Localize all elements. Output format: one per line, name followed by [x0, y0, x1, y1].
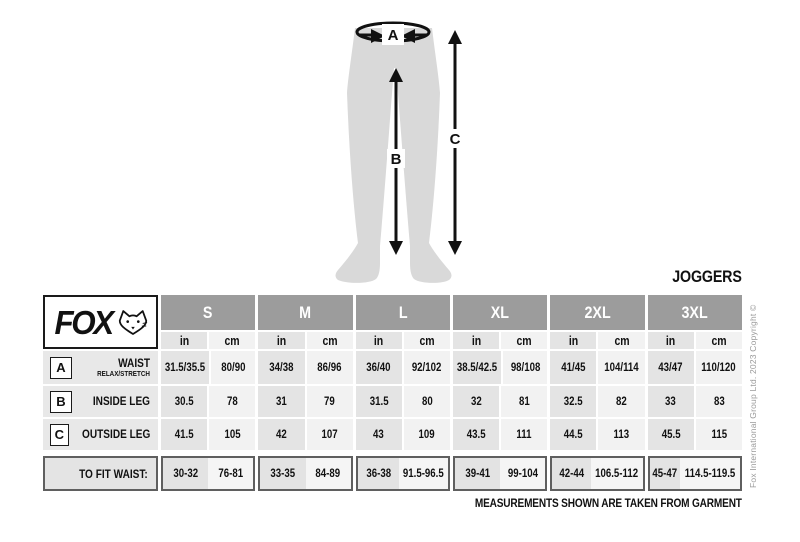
cell-fit-2xl-cm	[591, 458, 642, 489]
cell-a-2xl-cm-text: 104/114	[604, 361, 639, 374]
cell-fit-xl-cm	[500, 458, 545, 489]
row-key-c: C	[50, 424, 69, 446]
row-label-outside-leg-text: OUTSIDE LEG	[81, 427, 150, 442]
row-a-3xl	[648, 351, 742, 384]
cell-fit-l-cm	[399, 458, 448, 489]
unit-header-s-in	[161, 332, 207, 349]
fit-row-l	[356, 456, 450, 491]
cell-fit-s-cm	[208, 458, 253, 489]
cell-b-xl-in-text: 32	[470, 395, 482, 408]
row-label-inside-leg	[43, 386, 158, 417]
unit-header-xl-cm	[501, 332, 547, 349]
unit-header-l-in-text: in	[374, 333, 384, 348]
cell-a-l-in-text: 36/40	[366, 361, 391, 374]
cell-fit-m-in-text: 33-35	[270, 467, 296, 480]
footnote	[424, 496, 742, 510]
unit-row-s	[161, 332, 255, 349]
cell-fit-3xl-cm	[680, 458, 740, 489]
size-group-m	[258, 295, 352, 491]
row-c-2xl	[550, 419, 644, 450]
unit-header-3xl-in-text: in	[666, 333, 676, 348]
cell-a-s-in	[161, 351, 209, 384]
unit-row-l	[356, 332, 450, 349]
size-header-s	[161, 295, 255, 330]
to-fit-waist-label-text: TO FIT WAIST:	[79, 466, 148, 481]
size-header-2xl	[550, 295, 644, 330]
row-a-2xl	[550, 351, 644, 384]
cell-a-xl-cm	[503, 351, 547, 384]
cell-b-2xl-cm-text: 82	[616, 395, 627, 408]
cell-fit-s-in-text: 30-32	[173, 467, 198, 480]
cell-b-m-cm-text: 79	[324, 395, 335, 408]
page-title	[659, 267, 742, 287]
fit-row-3xl	[648, 456, 742, 491]
cell-a-3xl-cm-text: 110/120	[701, 361, 737, 374]
cell-a-xl-cm-text: 98/108	[510, 361, 540, 374]
cell-fit-s-in	[163, 458, 208, 489]
cell-c-l-cm	[404, 419, 450, 450]
fit-row-2xl	[550, 456, 644, 491]
fox-logo	[43, 295, 158, 349]
cell-c-xl-cm-text: 111	[516, 428, 532, 441]
cell-b-2xl-in-text: 32.5	[563, 395, 583, 408]
size-group-l	[356, 295, 450, 491]
cell-c-m-in	[258, 419, 304, 450]
unit-header-s-in-text: in	[179, 333, 189, 348]
row-a-xl	[453, 351, 547, 384]
footnote-text: MEASUREMENTS SHOWN ARE TAKEN FROM GARMENT	[475, 496, 742, 510]
cell-c-m-cm	[307, 419, 353, 450]
unit-header-m-in	[258, 332, 304, 349]
cell-a-3xl-in	[648, 351, 694, 384]
unit-header-2xl-in-text: in	[568, 333, 579, 348]
cell-b-s-cm	[209, 386, 255, 417]
unit-header-2xl-cm	[598, 332, 644, 349]
cell-fit-3xl-in	[650, 458, 680, 489]
unit-header-l-cm	[404, 332, 450, 349]
row-a-s	[161, 351, 255, 384]
row-b-2xl	[550, 386, 644, 417]
size-header-l	[356, 295, 450, 330]
size-header-xl	[453, 295, 547, 330]
cell-a-l-in	[356, 351, 402, 384]
size-group-2xl	[550, 295, 644, 491]
unit-row-2xl	[550, 332, 644, 349]
cell-a-l-cm-text: 92/102	[412, 361, 442, 374]
cell-fit-2xl-in	[552, 458, 591, 489]
row-key-b: B	[50, 391, 72, 413]
cell-c-2xl-cm	[598, 419, 644, 450]
unit-header-m-in-text: in	[276, 333, 287, 348]
cell-c-s-in	[161, 419, 207, 450]
row-label-waist	[43, 351, 158, 384]
cell-c-3xl-in	[648, 419, 694, 450]
cell-a-2xl-in	[550, 351, 596, 384]
cell-c-l-in-text: 43	[373, 428, 385, 441]
row-c-l	[356, 419, 450, 450]
cell-fit-xl-in	[455, 458, 500, 489]
cell-b-xl-in	[453, 386, 499, 417]
fox-head-icon	[118, 309, 148, 336]
cell-c-xl-cm	[501, 419, 547, 450]
cell-c-s-cm	[209, 419, 255, 450]
row-c-s	[161, 419, 255, 450]
cell-fit-l-cm-text: 91.5-96.5	[403, 467, 445, 480]
unit-header-xl-cm-text: cm	[516, 333, 532, 348]
cell-fit-l-in-text: 36-38	[366, 467, 391, 480]
cell-b-l-cm-text: 80	[421, 395, 433, 408]
cell-fit-m-cm	[306, 458, 351, 489]
cell-c-l-in	[356, 419, 402, 450]
row-c-xl	[453, 419, 547, 450]
size-header-l-text: L	[398, 302, 408, 322]
cell-b-s-in	[161, 386, 207, 417]
cell-a-m-in	[258, 351, 304, 384]
cell-b-xl-cm-text: 81	[518, 395, 530, 408]
cell-a-m-cm-text: 86/96	[317, 361, 342, 374]
cell-a-l-cm	[404, 351, 450, 384]
cell-c-l-cm-text: 109	[418, 428, 435, 441]
cell-fit-xl-cm-text: 99-104	[507, 467, 538, 480]
cell-b-l-cm	[404, 386, 450, 417]
copyright-vertical-text: Fox International Group Ltd. 2023 Copyright ©	[748, 304, 758, 488]
cell-b-m-cm	[307, 386, 353, 417]
cell-b-s-cm-text: 78	[226, 395, 238, 408]
cell-c-m-cm-text: 107	[321, 428, 338, 441]
label-a: A	[387, 27, 399, 44]
cell-fit-l-in	[358, 458, 400, 489]
cell-a-3xl-in-text: 43/47	[658, 361, 683, 374]
size-header-2xl-text: 2XL	[584, 302, 611, 322]
unit-header-3xl-in	[648, 332, 694, 349]
cell-b-l-in-text: 31.5	[369, 395, 389, 408]
unit-header-m-cm	[307, 332, 353, 349]
row-key-a: A	[50, 357, 72, 379]
cell-a-s-in-text: 31.5/35.5	[164, 361, 206, 374]
size-group-3xl	[648, 295, 742, 491]
fox-logo-text: FOX	[54, 303, 113, 341]
cell-fit-m-cm-text: 84-89	[315, 467, 341, 480]
to-fit-waist-label	[43, 456, 158, 491]
size-header-m	[258, 295, 352, 330]
size-header-xl-text: XL	[491, 302, 510, 322]
size-chart-table	[43, 295, 742, 491]
cell-b-2xl-cm	[598, 386, 644, 417]
row-b-xl	[453, 386, 547, 417]
unit-header-s-cm	[209, 332, 255, 349]
fit-row-m	[258, 456, 352, 491]
cell-c-3xl-cm-text: 115	[711, 428, 727, 441]
size-header-m-text: M	[299, 302, 312, 322]
cell-fit-m-in	[260, 458, 305, 489]
cell-c-xl-in-text: 43.5	[466, 428, 486, 441]
cell-fit-2xl-cm-text: 106.5-112	[595, 467, 639, 480]
unit-header-l-cm-text: cm	[419, 333, 435, 348]
row-label-inside-leg-text: INSIDE LEG	[92, 394, 150, 409]
size-group-s	[161, 295, 255, 491]
row-b-l	[356, 386, 450, 417]
size-header-s-text: S	[203, 302, 213, 322]
row-label-waist-text: WAIST	[118, 356, 150, 371]
row-label-outside-leg	[43, 419, 158, 450]
cell-a-3xl-cm	[696, 351, 742, 384]
cell-c-s-in-text: 41.5	[174, 428, 194, 441]
unit-header-3xl-cm-text: cm	[711, 333, 727, 348]
size-groups	[161, 295, 742, 491]
row-c-m	[258, 419, 352, 450]
unit-header-2xl-cm-text: cm	[613, 333, 630, 348]
unit-header-xl-in	[453, 332, 499, 349]
cell-fit-3xl-cm-text: 114.5-119.5	[684, 467, 736, 480]
label-c: C	[449, 131, 461, 148]
cell-a-s-cm	[211, 351, 255, 384]
unit-header-l-in	[356, 332, 402, 349]
row-label-column	[43, 295, 158, 491]
cell-b-3xl-cm-text: 83	[713, 395, 725, 408]
cell-c-s-cm-text: 105	[224, 428, 241, 441]
unit-row-m	[258, 332, 352, 349]
cell-c-3xl-in-text: 45.5	[661, 428, 681, 441]
unit-header-s-cm-text: cm	[224, 333, 240, 348]
label-b: B	[390, 151, 402, 168]
joggers-measurement-diagram	[325, 8, 470, 290]
cell-c-2xl-cm-text: 113	[613, 428, 630, 441]
unit-header-2xl-in	[550, 332, 596, 349]
unit-header-3xl-cm	[696, 332, 742, 349]
row-b-m	[258, 386, 352, 417]
fit-row-s	[161, 456, 255, 491]
cell-b-3xl-in-text: 33	[665, 395, 677, 408]
cell-c-3xl-cm	[696, 419, 742, 450]
cell-fit-s-cm-text: 76-81	[218, 467, 244, 480]
cell-a-xl-in-text: 38.5/42.5	[456, 361, 498, 374]
cell-c-2xl-in-text: 44.5	[563, 428, 583, 441]
cell-a-s-cm-text: 80/90	[221, 361, 246, 374]
row-a-m	[258, 351, 352, 384]
size-group-xl	[453, 295, 547, 491]
cell-b-2xl-in	[550, 386, 596, 417]
row-b-3xl	[648, 386, 742, 417]
cell-a-xl-in	[453, 351, 501, 384]
row-b-s	[161, 386, 255, 417]
cell-a-m-cm	[307, 351, 353, 384]
cell-fit-xl-in-text: 39-41	[465, 467, 490, 480]
unit-header-m-cm-text: cm	[321, 333, 338, 348]
size-header-3xl-text: 3XL	[681, 302, 708, 322]
cell-b-s-in-text: 30.5	[174, 395, 194, 408]
cell-b-m-in-text: 31	[276, 395, 287, 408]
size-header-3xl	[648, 295, 742, 330]
cell-a-2xl-cm	[598, 351, 644, 384]
unit-row-xl	[453, 332, 547, 349]
cell-c-xl-in	[453, 419, 499, 450]
fit-row-xl	[453, 456, 547, 491]
row-sublabel-relax-stretch: RELAX/STRETCH	[97, 368, 150, 378]
unit-header-xl-in-text: in	[471, 333, 481, 348]
cell-b-3xl-cm	[696, 386, 742, 417]
cell-a-m-in-text: 34/38	[269, 361, 294, 374]
row-c-3xl	[648, 419, 742, 450]
cell-c-2xl-in	[550, 419, 596, 450]
cell-b-m-in	[258, 386, 304, 417]
cell-fit-2xl-in-text: 42-44	[559, 467, 585, 480]
cell-fit-3xl-in-text: 45-47	[652, 467, 678, 480]
cell-b-3xl-in	[648, 386, 694, 417]
cell-a-2xl-in-text: 41/45	[561, 361, 586, 374]
row-a-l	[356, 351, 450, 384]
unit-row-3xl	[648, 332, 742, 349]
cell-b-l-in	[356, 386, 402, 417]
page-title-text: JOGGERS	[672, 267, 742, 286]
cell-b-xl-cm	[501, 386, 547, 417]
cell-c-m-in-text: 42	[276, 428, 287, 441]
